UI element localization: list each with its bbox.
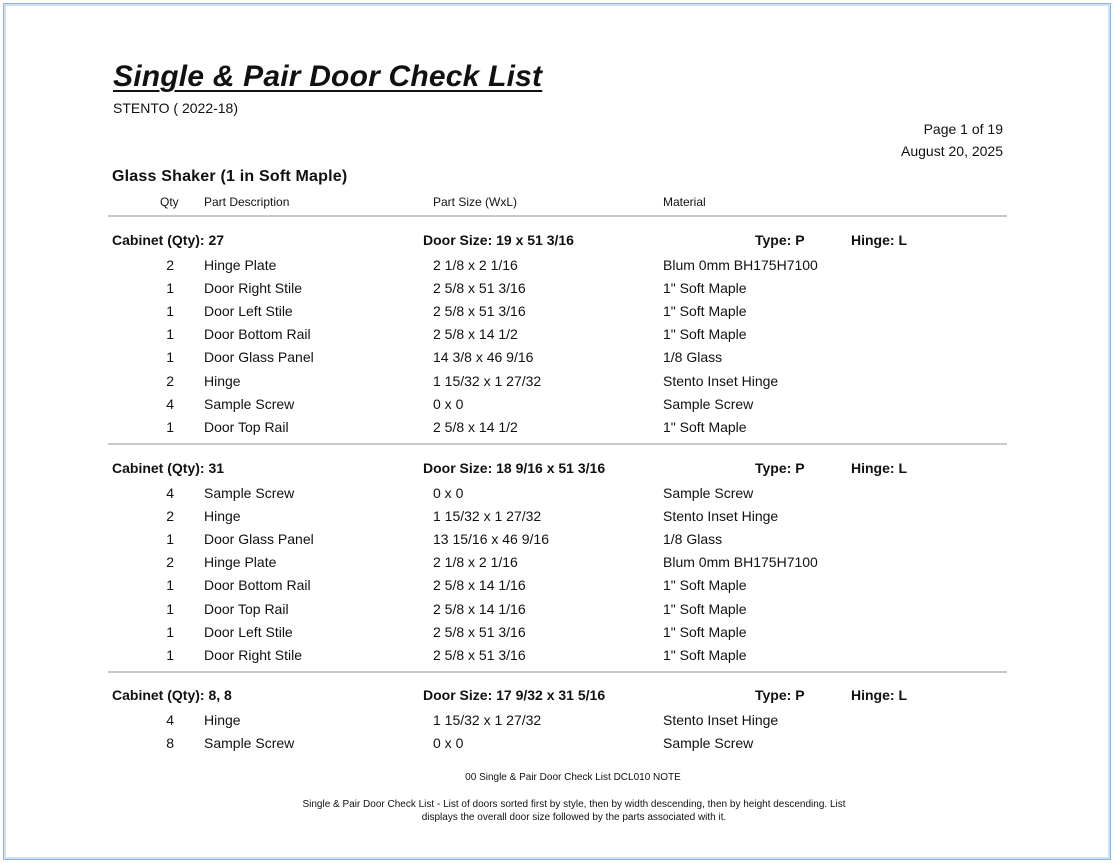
part-material: 1" Soft Maple: [663, 600, 747, 617]
part-material: Blum 0mm BH175H7100: [663, 554, 818, 571]
part-size: 2 5/8 x 14 1/2: [433, 326, 518, 343]
part-description: Sample Screw: [204, 395, 295, 412]
part-material: Sample Screw: [663, 485, 754, 501]
part-description: Hinge Plate: [204, 257, 277, 273]
part-material: Sample Screw: [663, 395, 754, 412]
part-qty: 2: [166, 508, 174, 525]
part-description: Door Bottom Rail: [204, 326, 311, 343]
part-qty: 4: [166, 395, 174, 412]
part-row: [0, 554, 1114, 577]
part-material: Stento Inset Hinge: [663, 712, 779, 728]
part-description: Door Glass Panel: [204, 349, 314, 366]
group-door-type: Type: P: [755, 460, 805, 476]
group-door-size: Door Size: 18 9/16 x 51 3/16: [423, 460, 606, 476]
part-description: Sample Screw: [204, 735, 295, 752]
part-size: 2 5/8 x 51 3/16: [433, 303, 526, 320]
part-size: 2 5/8 x 51 3/16: [433, 623, 526, 640]
group-hinge-side: Hinge: L: [851, 687, 907, 703]
part-description: Door Top Rail: [204, 418, 289, 435]
part-qty: 1: [166, 303, 174, 320]
group-divider: [108, 443, 1007, 445]
section-title: Glass Shaker (1 in Soft Maple): [112, 168, 348, 185]
part-material: Stento Inset Hinge: [663, 508, 779, 525]
part-material: 1" Soft Maple: [663, 623, 747, 640]
part-description: Hinge: [204, 508, 241, 525]
part-qty: 2: [166, 257, 174, 273]
part-qty: 4: [166, 485, 174, 501]
group-cabinet-qty: Cabinet (Qty): 27: [112, 232, 225, 248]
part-row: [0, 485, 1114, 508]
part-description: Door Glass Panel: [204, 531, 314, 548]
part-qty: 1: [166, 280, 174, 297]
part-size: 1 15/32 x 1 27/32: [433, 508, 542, 525]
footer-description-line2: displays the overall door size followed by the parts associated with it.: [421, 812, 727, 823]
part-qty: 1: [166, 646, 174, 663]
part-material: Stento Inset Hinge: [663, 372, 779, 389]
part-description: Door Right Stile: [204, 280, 303, 297]
part-row: [0, 735, 1114, 758]
part-qty: 1: [166, 531, 174, 548]
part-size: 2 5/8 x 14 1/2: [433, 418, 518, 435]
part-material: 1/8 Glass: [663, 531, 723, 548]
column-header-description: Part Description: [204, 195, 290, 209]
part-qty: 2: [166, 372, 174, 389]
part-description: Door Bottom Rail: [204, 577, 311, 594]
part-qty: 1: [166, 600, 174, 617]
group-cabinet-qty: Cabinet (Qty): 8, 8: [112, 687, 232, 703]
part-row: [0, 577, 1114, 600]
part-size: 14 3/8 x 46 9/16: [433, 349, 534, 366]
part-row: [0, 396, 1114, 419]
part-size: 0 x 0: [433, 395, 464, 412]
part-qty: 1: [166, 623, 174, 640]
part-size: 2 5/8 x 14 1/16: [433, 600, 526, 617]
footer-note: 00 Single & Pair Door Check List DCL010 NOTE: [465, 772, 681, 783]
group-door-type: Type: P: [755, 232, 805, 248]
part-qty: 8: [166, 735, 174, 752]
page-number: Page 1 of 19: [923, 121, 1003, 137]
part-size: 2 1/8 x 2 1/16: [433, 257, 518, 273]
part-description: Hinge: [204, 712, 241, 728]
part-qty: 1: [166, 577, 174, 594]
part-row: [0, 601, 1114, 624]
header-divider: [108, 215, 1007, 217]
footer-description-line1: Single & Pair Door Check List - List of doors sorted first by style, then by width descending, then by height descending. List: [302, 799, 846, 810]
part-material: Blum 0mm BH175H7100: [663, 257, 818, 273]
column-header-material: Material: [663, 195, 706, 209]
column-header-qty: Qty: [160, 195, 179, 209]
part-size: 2 5/8 x 51 3/16: [433, 280, 526, 297]
part-size: 13 15/16 x 46 9/16: [433, 531, 549, 548]
part-row: [0, 280, 1114, 303]
group-door-size: Door Size: 17 9/32 x 31 5/16: [423, 687, 606, 703]
part-description: Door Left Stile: [204, 623, 293, 640]
part-row: [0, 373, 1114, 396]
part-row: [0, 624, 1114, 647]
part-size: 0 x 0: [433, 485, 464, 501]
part-material: Sample Screw: [663, 735, 754, 752]
part-description: Sample Screw: [204, 485, 295, 501]
part-description: Hinge: [204, 372, 241, 389]
part-material: 1/8 Glass: [663, 349, 723, 366]
part-row: [0, 349, 1114, 372]
part-row: [0, 326, 1114, 349]
group-divider: [108, 671, 1007, 673]
part-qty: 1: [166, 326, 174, 343]
part-row: [0, 712, 1114, 735]
part-material: 1" Soft Maple: [663, 303, 747, 320]
part-row: [0, 257, 1114, 280]
group-cabinet-qty: Cabinet (Qty): 31: [112, 460, 225, 476]
part-size: 2 5/8 x 14 1/16: [433, 577, 526, 594]
part-material: 1" Soft Maple: [663, 577, 747, 594]
column-header-size: Part Size (WxL): [433, 195, 518, 209]
group-hinge-side: Hinge: L: [851, 232, 907, 248]
part-size: 0 x 0: [433, 735, 464, 752]
part-size: 1 15/32 x 1 27/32: [433, 372, 542, 389]
part-material: 1" Soft Maple: [663, 280, 747, 297]
part-description: Door Right Stile: [204, 646, 303, 663]
part-qty: 1: [166, 418, 174, 435]
part-material: 1" Soft Maple: [663, 418, 747, 435]
part-size: 1 15/32 x 1 27/32: [433, 712, 542, 728]
part-qty: 4: [166, 712, 174, 728]
part-description: Door Top Rail: [204, 600, 289, 617]
part-qty: 1: [166, 349, 174, 366]
part-row: [0, 531, 1114, 554]
part-size: 2 1/8 x 2 1/16: [433, 554, 518, 571]
part-row: [0, 303, 1114, 326]
part-row: [0, 508, 1114, 531]
part-description: Door Left Stile: [204, 303, 293, 320]
group-hinge-side: Hinge: L: [851, 460, 907, 476]
group-door-type: Type: P: [755, 687, 805, 703]
part-row: [0, 647, 1114, 670]
part-row: [0, 419, 1114, 442]
part-material: 1" Soft Maple: [663, 326, 747, 343]
part-size: 2 5/8 x 51 3/16: [433, 646, 526, 663]
report-title: Single & Pair Door Check List: [113, 60, 543, 93]
footer-description: [0, 798, 1114, 824]
group-door-size: Door Size: 19 x 51 3/16: [423, 232, 574, 248]
part-material: 1" Soft Maple: [663, 646, 747, 663]
part-description: Hinge Plate: [204, 554, 277, 571]
part-qty: 2: [166, 554, 174, 571]
report-subtitle: STENTO ( 2022-18): [113, 100, 239, 116]
report-date: August 20, 2025: [901, 143, 1003, 159]
